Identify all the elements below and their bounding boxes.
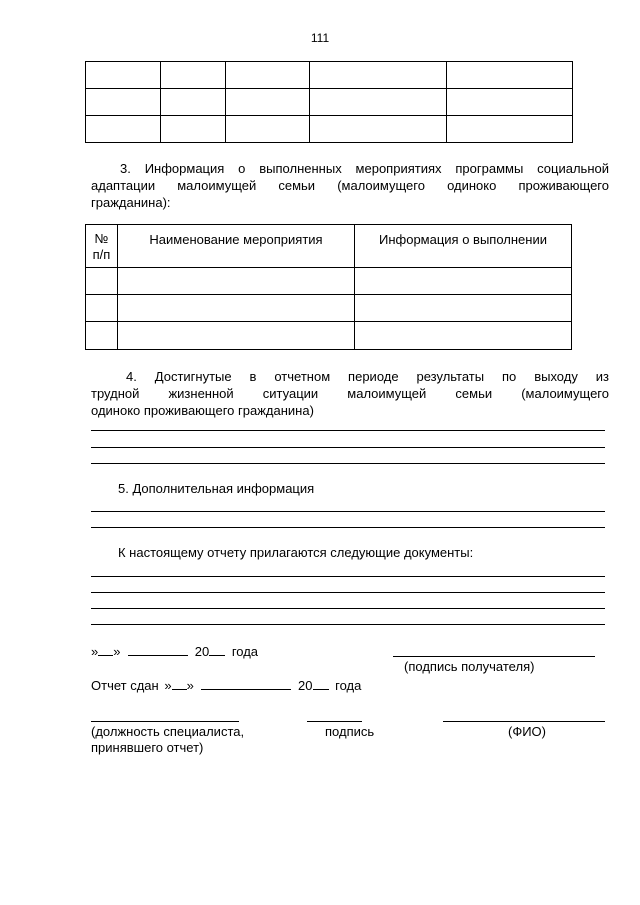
table-cell[interactable] bbox=[310, 116, 447, 143]
table-cell[interactable] bbox=[118, 322, 355, 350]
section3-line-1: 3. Информация о выполненных мероприятиях программы социальной bbox=[120, 161, 609, 176]
specialist-position-line[interactable] bbox=[91, 721, 239, 722]
table-row bbox=[86, 62, 573, 89]
specialist-signature-line[interactable] bbox=[307, 721, 362, 722]
column-header-activity-name: Наименование мероприятия bbox=[118, 225, 355, 268]
table-cell[interactable] bbox=[355, 268, 572, 295]
table-cell[interactable] bbox=[86, 116, 161, 143]
section4-line-2: трудной жизненной ситуации малоимущей семьи (малоимущего bbox=[91, 386, 609, 401]
column-header-number bbox=[86, 225, 118, 268]
year-prefix: 20 bbox=[194, 644, 210, 659]
section3-paragraph bbox=[91, 160, 609, 211]
month-blank[interactable] bbox=[201, 677, 291, 690]
table-row bbox=[86, 268, 572, 295]
year-word: года bbox=[231, 644, 259, 659]
table-cell[interactable] bbox=[447, 62, 573, 89]
table-cell[interactable] bbox=[310, 62, 447, 89]
table-cell[interactable] bbox=[118, 268, 355, 295]
table-row bbox=[86, 116, 573, 143]
section3-line-2: адаптации малоимущей семьи (малоимущего одиноко проживающего bbox=[91, 178, 609, 193]
day-blank[interactable] bbox=[98, 643, 113, 656]
year-blank[interactable] bbox=[313, 677, 329, 690]
table-row bbox=[86, 322, 572, 350]
day-blank[interactable] bbox=[172, 677, 187, 690]
table-cell[interactable] bbox=[447, 89, 573, 116]
table-cell[interactable] bbox=[226, 62, 310, 89]
section4-answer-line-2[interactable] bbox=[91, 447, 605, 448]
report-submitted-row bbox=[91, 677, 361, 693]
attachments-line-1[interactable] bbox=[91, 576, 605, 577]
year-blank[interactable] bbox=[209, 643, 225, 656]
attachments-line-4[interactable] bbox=[91, 624, 605, 625]
table-cell[interactable] bbox=[226, 116, 310, 143]
date-open-quote: » bbox=[164, 678, 172, 693]
attachments-line-3[interactable] bbox=[91, 608, 605, 609]
table-cell[interactable] bbox=[86, 322, 118, 350]
section4-paragraph bbox=[91, 368, 609, 419]
full-name-label: (ФИО) bbox=[508, 724, 546, 739]
section4-answer-line-3[interactable] bbox=[91, 463, 605, 464]
table-row bbox=[86, 89, 573, 116]
table-cell[interactable] bbox=[86, 295, 118, 322]
specialist-position-label-line1: (должность специалиста, bbox=[91, 724, 245, 739]
date-close-quote: » bbox=[186, 678, 194, 693]
table-header-row bbox=[86, 225, 572, 268]
section3-line-3: гражданина): bbox=[91, 195, 171, 210]
table-cell[interactable] bbox=[355, 295, 572, 322]
section4-answer-line-1[interactable] bbox=[91, 430, 605, 431]
date-open-quote: » bbox=[91, 644, 99, 659]
column-header-number-line1: № bbox=[94, 231, 109, 246]
attachments-line-2[interactable] bbox=[91, 592, 605, 593]
table-cell[interactable] bbox=[161, 62, 226, 89]
section5-title: 5. Дополнительная информация bbox=[118, 481, 315, 496]
column-header-completion-info: Информация о выполнении bbox=[355, 225, 572, 268]
column-header-number-line2: п/п bbox=[92, 247, 111, 262]
month-blank[interactable] bbox=[128, 643, 188, 656]
activities-table bbox=[85, 224, 572, 350]
table-cell[interactable] bbox=[86, 62, 161, 89]
table-cell[interactable] bbox=[447, 116, 573, 143]
page-number: 111 bbox=[310, 31, 330, 45]
section5-answer-line-2[interactable] bbox=[91, 527, 605, 528]
report-date-row bbox=[91, 643, 258, 659]
section5-answer-line-1[interactable] bbox=[91, 511, 605, 512]
continuation-table bbox=[85, 61, 573, 143]
table-cell[interactable] bbox=[161, 89, 226, 116]
date-close-quote: » bbox=[113, 644, 121, 659]
year-word: года bbox=[335, 678, 362, 693]
table-cell[interactable] bbox=[310, 89, 447, 116]
section4-line-1: 4. Достигнутые в отчетном периоде результаты по выходу из bbox=[126, 369, 609, 384]
attachments-title: К настоящему отчету прилагаются следующие документы: bbox=[118, 545, 474, 560]
recipient-signature-label: (подпись получателя) bbox=[404, 659, 535, 674]
recipient-signature-line[interactable] bbox=[393, 656, 595, 657]
year-prefix: 20 bbox=[298, 678, 313, 693]
table-cell[interactable] bbox=[86, 268, 118, 295]
table-cell[interactable] bbox=[226, 89, 310, 116]
specialist-position-label-line2: принявшего отчет) bbox=[91, 740, 204, 755]
report-submitted-prefix: Отчет сдан bbox=[91, 678, 159, 693]
table-cell[interactable] bbox=[86, 89, 161, 116]
table-cell[interactable] bbox=[355, 322, 572, 350]
table-row bbox=[86, 295, 572, 322]
signature-label: подпись bbox=[325, 724, 375, 739]
table-cell[interactable] bbox=[161, 116, 226, 143]
section4-line-3: одиноко проживающего гражданина) bbox=[91, 403, 314, 418]
table-cell[interactable] bbox=[118, 295, 355, 322]
specialist-name-line[interactable] bbox=[443, 721, 605, 722]
